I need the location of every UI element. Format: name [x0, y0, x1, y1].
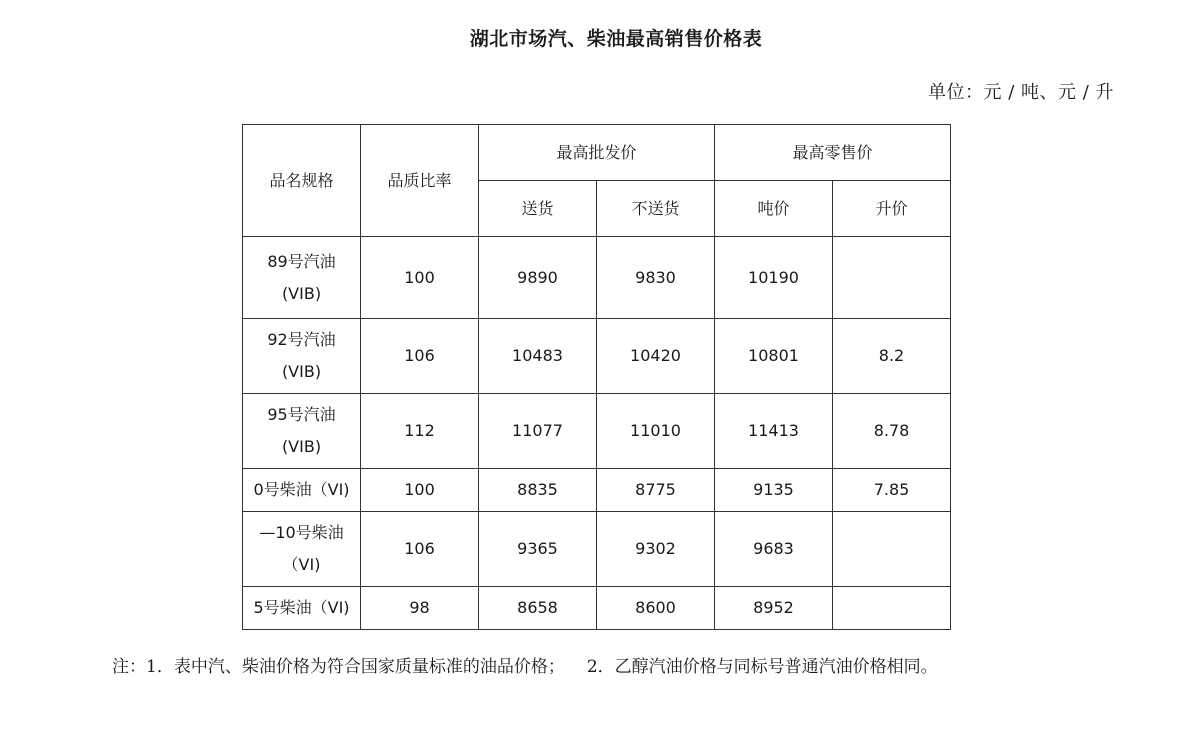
- row-ratio: 100: [361, 469, 479, 512]
- row-no-delivery: 11010: [597, 394, 715, 469]
- row-no-delivery: 8600: [597, 587, 715, 630]
- header-delivery: 送货: [479, 181, 597, 237]
- header-ratio: 品质比率: [361, 125, 479, 237]
- row-per-liter: [833, 512, 951, 587]
- row-ratio: 106: [361, 512, 479, 587]
- row-delivery: 11077: [479, 394, 597, 469]
- row-per-ton: 8952: [715, 587, 833, 630]
- row-name: 95号汽油 (VIB): [243, 394, 361, 469]
- row-per-ton: 11413: [715, 394, 833, 469]
- header-no-delivery: 不送货: [597, 181, 715, 237]
- row-per-liter: 7.85: [833, 469, 951, 512]
- row-delivery: 10483: [479, 319, 597, 394]
- row-ratio: 112: [361, 394, 479, 469]
- row-name: —10号柴油 （VI): [243, 512, 361, 587]
- header-retail: 最高零售价: [715, 125, 951, 181]
- footnote-1: 注：1．表中汽、柴油价格为符合国家质量标准的油品价格；: [112, 657, 565, 677]
- table-row: [243, 469, 951, 512]
- table-header-row: [243, 125, 951, 181]
- row-delivery: 8658: [479, 587, 597, 630]
- table-row: [243, 512, 951, 587]
- row-per-liter: 8.2: [833, 319, 951, 394]
- row-no-delivery: 9830: [597, 237, 715, 319]
- footnote-2: 2．乙醇汽油价格与同标号普通汽油价格相同。: [586, 657, 938, 677]
- row-delivery: 8835: [479, 469, 597, 512]
- table-row: [243, 394, 951, 469]
- row-ratio: 106: [361, 319, 479, 394]
- price-table: [242, 124, 951, 630]
- document-title: 湖北市场汽、柴油最高销售价格表: [469, 28, 763, 50]
- footnote: [112, 652, 938, 677]
- row-per-ton: 10801: [715, 319, 833, 394]
- row-name: 92号汽油 (VIB): [243, 319, 361, 394]
- row-name: 0号柴油（VI): [243, 469, 361, 512]
- row-ratio: 100: [361, 237, 479, 319]
- table-row: [243, 587, 951, 630]
- header-per-ton: 吨价: [715, 181, 833, 237]
- row-per-ton: 10190: [715, 237, 833, 319]
- row-per-ton: 9683: [715, 512, 833, 587]
- table-row: [243, 319, 951, 394]
- row-no-delivery: 8775: [597, 469, 715, 512]
- header-wholesale: 最高批发价: [479, 125, 715, 181]
- row-ratio: 98: [361, 587, 479, 630]
- table-row: [243, 237, 951, 319]
- row-no-delivery: 9302: [597, 512, 715, 587]
- row-per-liter: [833, 587, 951, 630]
- row-name: 89号汽油 (VIB): [243, 237, 361, 319]
- header-per-liter: 升价: [833, 181, 951, 237]
- row-delivery: 9365: [479, 512, 597, 587]
- row-no-delivery: 10420: [597, 319, 715, 394]
- unit-label: 单位：元 / 吨、元 / 升: [927, 82, 1114, 103]
- header-name: 品名规格: [243, 125, 361, 237]
- row-per-liter: [833, 237, 951, 319]
- row-per-liter: 8.78: [833, 394, 951, 469]
- row-per-ton: 9135: [715, 469, 833, 512]
- row-name: 5号柴油（VI): [243, 587, 361, 630]
- row-delivery: 9890: [479, 237, 597, 319]
